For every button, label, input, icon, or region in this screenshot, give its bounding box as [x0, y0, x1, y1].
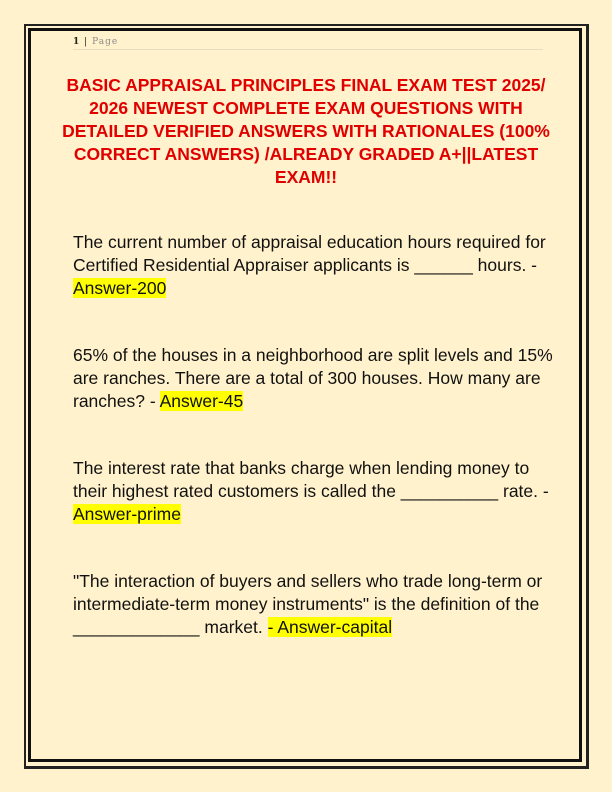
question-item — [73, 231, 553, 300]
question-text: The interest rate that banks charge when lending money to their highest rated customers is called the __________ rate. - — [73, 458, 549, 501]
document-title: BASIC APPRAISAL PRINCIPLES FINAL EXAM TEST 2025/ 2026 NEWEST COMPLETE EXAM QUESTIONS WITH DETAILED VERIFIED ANSWERS WITH RATIONALES (100% CORRECT ANSWERS) /ALREADY GRADED A+||LATEST EXAM!! — [62, 75, 550, 187]
header-separator: | — [84, 37, 89, 47]
answer-text: - Answer-capital — [267, 617, 393, 637]
question-item — [73, 344, 553, 413]
answer-text: Answer-prime — [73, 504, 181, 524]
question-text: 65% of the houses in a neighborhood are split levels and 15% are ranches. There are a total of 300 houses. How many are ranches? - — [73, 345, 553, 411]
page-header — [73, 37, 543, 50]
answer-text: Answer-45 — [159, 391, 244, 411]
answer-text: Answer-200 — [73, 278, 167, 298]
question-text: The current number of appraisal education hours required for Certified Residential Appraiser applicants is ______ hours. - — [73, 232, 546, 275]
question-item — [73, 457, 553, 526]
page-number: 1 — [73, 37, 81, 47]
question-item — [73, 570, 553, 639]
page-label: Page — [92, 37, 119, 47]
question-text: "The interaction of buyers and sellers who trade long-term or intermediate-term money instruments" is the definition of the _____________ market. — [73, 571, 543, 637]
